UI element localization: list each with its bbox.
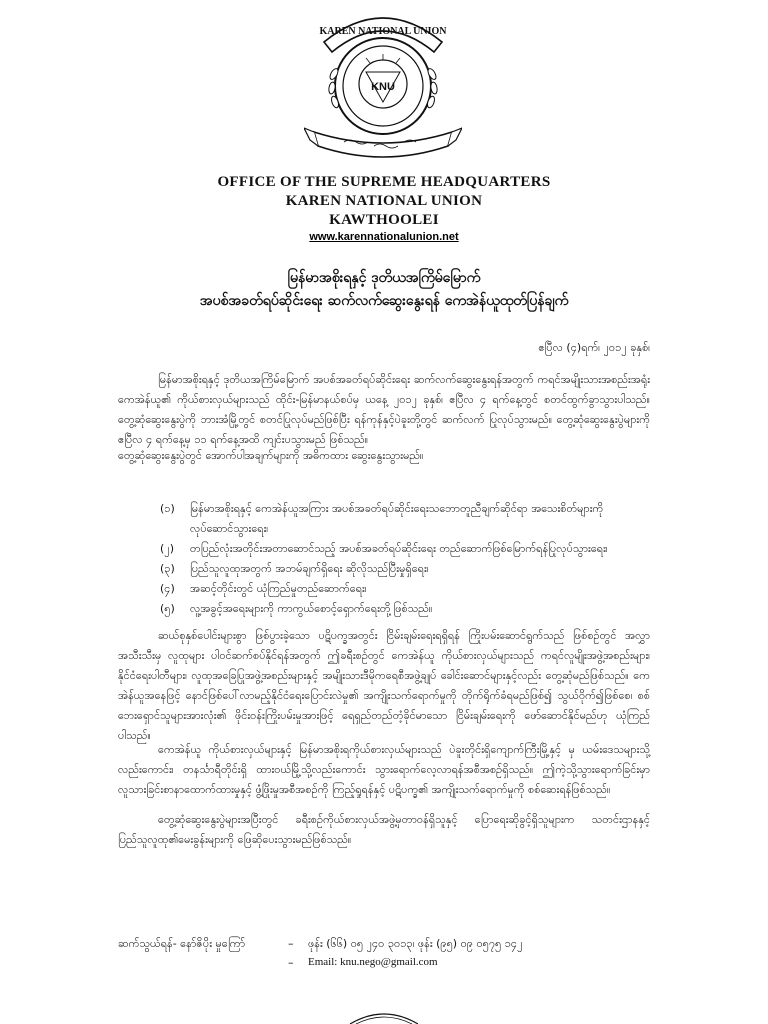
list-item-number: (၁)	[160, 502, 175, 515]
office-header: OFFICE OF THE SUPREME HEADQUARTERS	[217, 174, 551, 190]
list-item-number: (၃)	[160, 562, 175, 575]
paragraph-press-text: တွေ့ဆုံဆွေးနွေးပွဲများအပြီးတွင် ခရီးစဉ်ကိုယ်စားလှယ်အဖွဲ့မှတာဝန်ရှိသူနှင့် ပြောရေးဆိုခွင့်ရှိသူများက သတင်းဌာနနှင့် ပြည်သူလူထု၏မေးခွန်းများကို ဖြေဆိုပေးသွားမည်ဖြစ်သည်။	[118, 813, 650, 846]
contact-block	[118, 934, 678, 972]
list-item-text: အဆင့်တိုင်းတွင် ယုံကြည်မှုတည်ဆောက်ရေး၊	[190, 582, 367, 595]
document-title-line1: မြန်မာအစိုးရနှင့် ဒုတိယအကြိမ်မြောက်	[287, 270, 481, 286]
paragraph-agenda-intro	[118, 446, 650, 466]
list-item	[160, 599, 650, 619]
paragraph-intro-text: မြန်မာအစိုးရနှင့် ဒုတိယအကြိမ်မြောက် အပစ်အခတ်ရပ်ဆိုင်းရေး ဆက်လက်ဆွေးနွေးရန်အတွက် ကရင်အမျိုးသားအစည်းအရုံး ကေအဲန်ယူ၏ ကိုယ်စားလှယ်များသည် ထိုင်း-မြန်မာနယ်စပ်မှ ယနေ့ ၂၀၁၂ ခုနှစ်၊ ဧပြီလ ၄ ရက်နေ့တွင် စတင်ထွက်ခွာသွားပါသည်။ တွေ့ဆုံဆွေးနွေးပွဲကို ဘားအံမြို့တွင် စတင်ပြုလုပ်မည်ဖြစ်ပြီး ရန်ကုန်နှင့်ပဲခူးတို့တွင် ဆက်လက် ပြုလုပ်သွားမည်။ တွေ့ဆုံဆွေးနွေးပွဲများကို ဧပြီလ ၄ ရက်နေ့မှ ၁၁ ရက်နေ့အထိ ကျင်းပသွားမည် ဖြစ်သည်။	[118, 373, 650, 446]
document-title-line2: အပစ်အခတ်ရပ်ဆိုင်းရေး ဆက်လက်ဆွေးနွေးရန် ကေအဲန်ယူထုတ်ပြန်ချက်	[199, 293, 569, 309]
document-date: ဧပြီလ (၄)ရက်၊ ၂၀၁၂ ခုနှစ်၊	[538, 341, 650, 354]
agenda-list	[160, 499, 650, 619]
website-link[interactable]: www.karennationalunion.net	[309, 231, 459, 243]
list-item	[160, 539, 650, 559]
contact-dash: –	[288, 937, 294, 950]
list-item-number: (၂)	[160, 542, 174, 555]
contact-email[interactable]: Email: knu.nego@gmail.com	[308, 956, 438, 968]
organization-name: KAREN NATIONAL UNION	[285, 193, 483, 209]
list-item	[160, 499, 650, 539]
logo-center-text: KNU	[371, 81, 395, 93]
paragraph-press	[118, 810, 650, 850]
paragraph-consultations-text: ဆယ်စုနှစ်ပေါင်းများစွာ ဖြစ်ပွားခဲ့သော ပဋိပက္ခအတွင်း ငြိမ်းချမ်းရေးရရှိရန် ကြိုးပမ်းဆောင်ရွက်သည် ဖြစ်စဉ်တွင် အလွှာ အသီးသီးမှ လူထုများ ပါဝင်ဆက်စပ်နိုင်ရန်အတွက် ဤခရီးစဉ်တွင် ကေအဲန်ယူ ကိုယ်စားလှယ်များသည် ကရင်လူမျိုးအဖွဲ့အစည်းများ၊ နိုင်ငံရေးပါတီများ၊ လူထုအခြေပြုအဖွဲ့အစည်းများနှင့် အမျိုးသားဒီမိုကရေစီအဖွဲ့ချုပ် ခေါင်းဆောင်များနှင့်လည်း တွေ့ဆုံမည်ဖြစ်သည်။ ကေအဲန်ယူအနေဖြင့် နောင်ဖြစ်ပေါ်လာမည့်နိုင်ငံရေးပြောင်းလဲမှု၏ အကျိုးသက်ရောက်မှုကို တိုက်ရိုက်ခံရမည်ဖြစ်၍ သွယ်ဝိုက်၍ဖြစ်စေ၊ စစ်ဘေးရှောင်သူများအားလုံး၏ ဖိုင်းဝန်းကြိုးပမ်းမှုအားဖြင့် ရေရှည်တည်တံ့ခိုင်မာသော ငြိမ်းချမ်းရေးကို ဖော်ဆောင်နိုင်မည်ဟု ယုံကြည်ပါသည်။	[118, 629, 650, 742]
footer-seal-fragment	[344, 1010, 424, 1024]
paragraph-field-visits-text: ကေအဲန်ယူ ကိုယ်စားလှယ်များနှင့် မြန်မာအစိုးရကိုယ်စားလှယ်များသည် ပဲခူးတိုင်းရှိကျောက်ကြီးမြို့နှင့် မှ ယမ်းဒေသများသို့ လည်းကောင်း၊ တနင်္သာရီတိုင်းရှိ ထားဝယ်မြို့သို့လည်းကောင်း သွားရောက်လေ့လာရန်အစီအစဉ်ရှိသည်။ ဤကဲ့သို့သွားရောက်ခြင်းမှာ လူသားခြင်းစာနာထောက်ထားမှုနှင့် ဖွံ့ဖြိုးမှုအစီအစဉ်ကို ကြည့်ရှုရန်နှင့် ပဋိပက္ခ၏ အကျိုးသက်ရောက်မှုကို စစ်ဆေးရန်ဖြစ်သည်။	[118, 743, 650, 796]
knu-emblem-logo	[304, 4, 462, 168]
list-item	[160, 579, 650, 599]
logo-top-text: KAREN NATIONAL UNION	[319, 26, 447, 37]
contact-dash: –	[288, 956, 294, 969]
contact-label: ဆက်သွယ်ရန်- နော်ဇိပိုး မှုကြော်	[118, 937, 246, 950]
region-name: KAWTHOOLEI	[329, 212, 439, 228]
list-item-number: (၄)	[160, 582, 175, 595]
contact-phones: ဖုန်း (၆၆) ၀၅ ၂၄၀ ၃၀၁၃၊ ဖုန်း (၉၅) ၀၉ ၀၅၇၅ ၁၄၂	[308, 937, 523, 950]
list-item-number: (၅)	[160, 602, 175, 615]
list-item-text: တပြည်လုံးအတိုင်းအတာဆောင်သည့် အပစ်အခတ်ရပ်ဆိုင်းရေး တည်ဆောက်ဖြစ်မြောက်ရန်ပြုလုပ်သွားရေး၊	[190, 542, 608, 555]
list-item	[160, 559, 650, 579]
paragraph-intro	[118, 370, 650, 450]
contact-spacer	[118, 953, 288, 972]
contact-row	[118, 953, 678, 972]
contact-row	[118, 934, 678, 953]
paragraph-consultations	[118, 626, 650, 746]
paragraph-agenda-text: တွေ့ဆုံဆွေးနွေးပွဲတွင် အောက်ပါအချက်များကို အဓိကထား ဆွေးနွေးသွားမည်။	[118, 449, 424, 462]
list-item-text: လူ့အခွင့်အရေးများကို ကာကွယ်စောင့်ရှောက်ရေးတို့ဖြစ်သည်။	[190, 602, 433, 615]
list-item-text: မြန်မာအစိုးရနှင့် ကေအဲန်ယူအကြား အပစ်အခတ်ရပ်ဆိုင်းရေးသဘောတူညီချက်ဆိုင်ရာ အသေးစိတ်များကို လုပ်ဆောင်သွားရေး၊	[190, 502, 604, 535]
paragraph-field-visits	[118, 740, 650, 800]
list-item-text: ပြည်သူလူထုအတွက် အဘမ်ချက်ရှိရေး ဆိုလိုသည်ပြီးမှုရှိရေး၊	[190, 562, 429, 575]
